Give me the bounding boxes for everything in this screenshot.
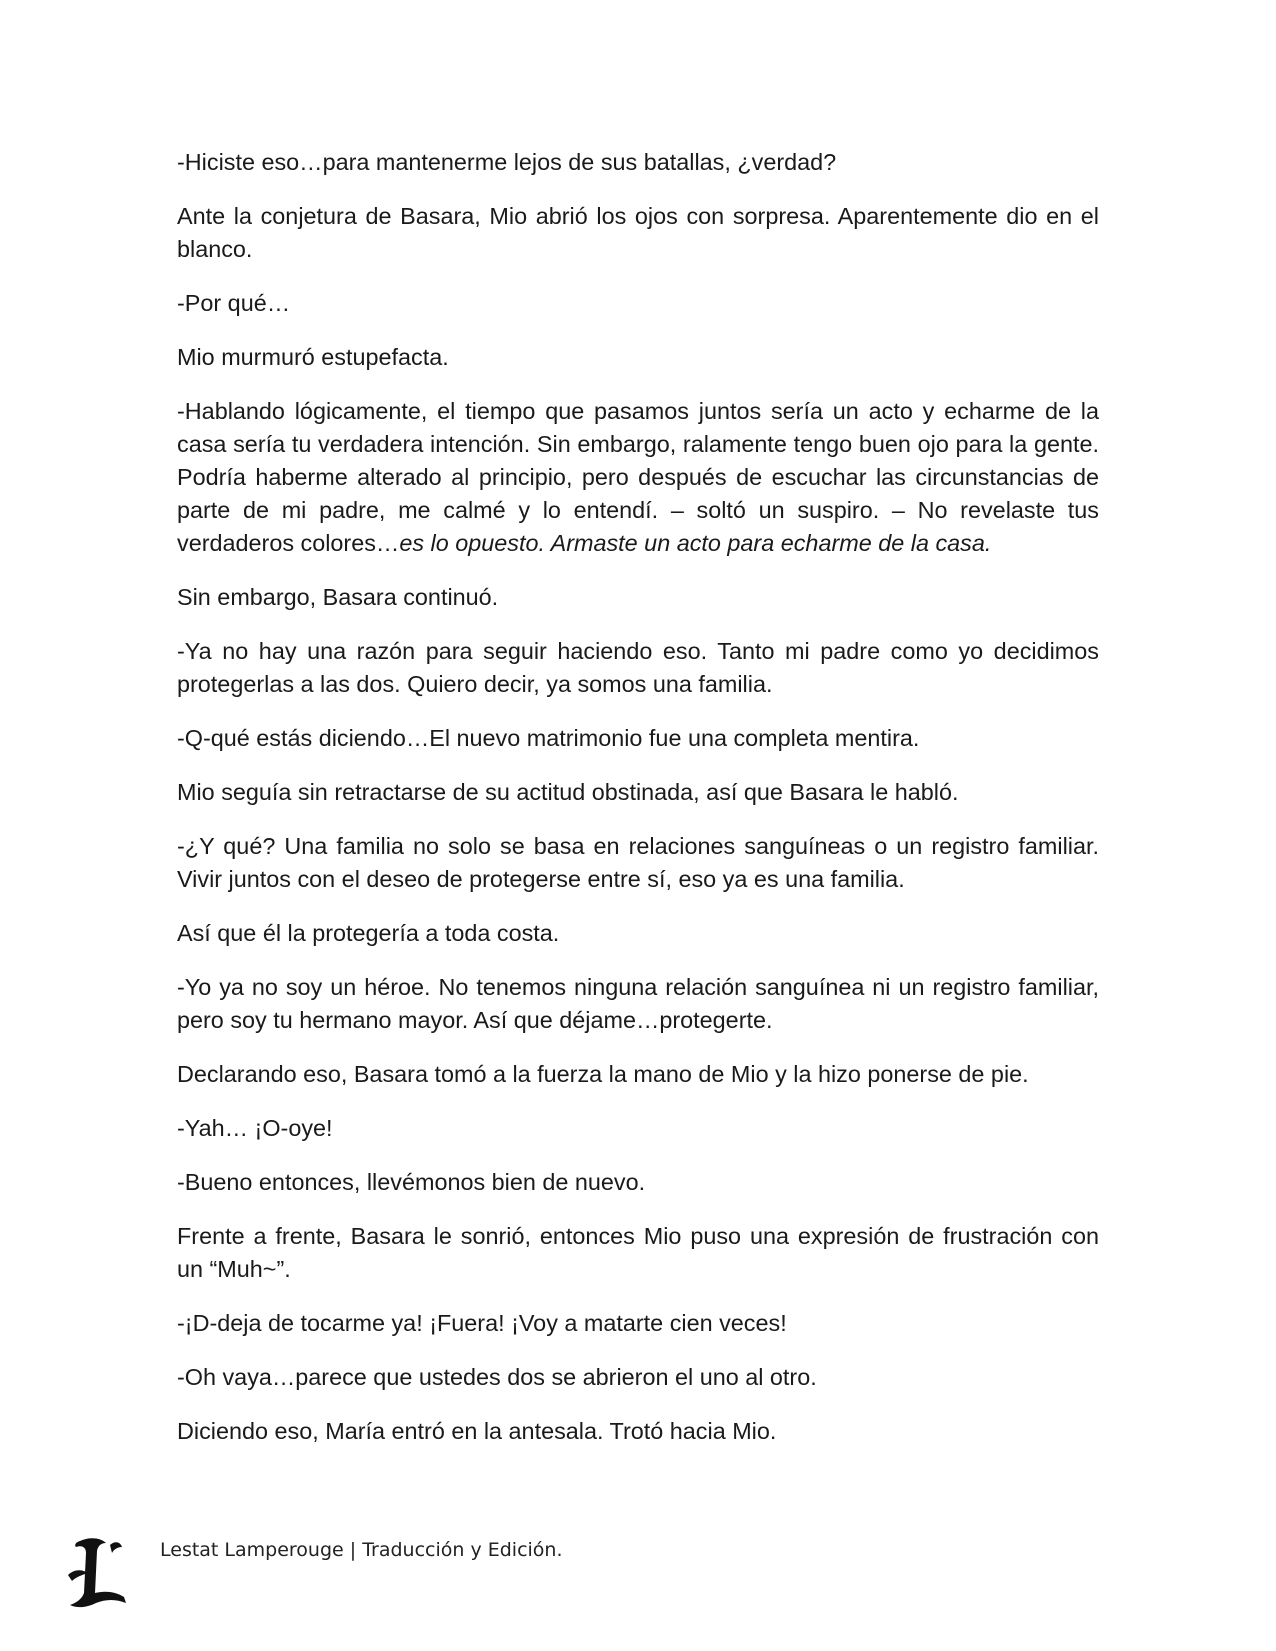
paragraph-8: -Q-qué estás diciendo…El nuevo matrimonio fue una completa mentira. bbox=[177, 725, 920, 751]
paragraph-11: Así que él la protegería a toda costa. bbox=[177, 920, 560, 946]
footer-credit: Lestat Lamperouge | Traducción y Edición. bbox=[160, 1539, 563, 1561]
paragraph-12: -Yo ya no soy un héroe. No tenemos ninguna relación sanguínea ni un registro familiar, pero soy tu hermano mayor. Así que déjame…protegerte. bbox=[177, 974, 1099, 1033]
paragraph-19: Diciendo eso, María entró en la antesala. Trotó hacia Mio. bbox=[177, 1418, 777, 1444]
paragraph-1: -Hiciste eso…para mantenerme lejos de sus batallas, ¿verdad? bbox=[177, 149, 837, 175]
page-body bbox=[177, 146, 1099, 1469]
paragraph-18: -Oh vaya…parece que ustedes dos se abrieron el uno al otro. bbox=[177, 1364, 817, 1390]
paragraph-7: -Ya no hay una razón para seguir haciendo eso. Tanto mi padre como yo decidimos protegerlas a las dos. Quiero decir, ya somos una familia. bbox=[177, 638, 1099, 697]
gothic-letter-l-logo-icon bbox=[66, 1535, 130, 1611]
paragraph-16: Frente a frente, Basara le sonrió, entonces Mio puso una expresión de frustración con un “Muh~”. bbox=[177, 1223, 1099, 1282]
paragraph-3: -Por qué… bbox=[177, 290, 291, 316]
paragraph-5-text: -Hablando lógicamente, el tiempo que pasamos juntos sería un acto y echarme de la casa sería tu verdadera intención. Sin embargo, ralamente tengo buen ojo para la gente. Podría haberme alterado al principio, pero después de escuchar las circunstancias de parte de mi padre, me calmé y lo entendí. – soltó un suspiro. – No revelaste tus verdaderos colores… bbox=[177, 398, 1099, 556]
paragraph-5-italic: es lo opuesto. Armaste un acto para echarme de la casa. bbox=[399, 530, 992, 556]
paragraph-5 bbox=[177, 395, 1099, 560]
paragraph-9: Mio seguía sin retractarse de su actitud obstinada, así que Basara le habló. bbox=[177, 779, 959, 805]
paragraph-13: Declarando eso, Basara tomó a la fuerza la mano de Mio y la hizo ponerse de pie. bbox=[177, 1061, 1029, 1087]
paragraph-10: -¿Y qué? Una familia no solo se basa en relaciones sanguíneas o un registro familiar. Vivir juntos con el deseo de protegerse entre sí, eso ya es una familia. bbox=[177, 833, 1099, 892]
paragraph-15: -Bueno entonces, llevémonos bien de nuevo. bbox=[177, 1169, 646, 1195]
paragraph-2: Ante la conjetura de Basara, Mio abrió los ojos con sorpresa. Aparentemente dio en el blanco. bbox=[177, 203, 1099, 262]
paragraph-6: Sin embargo, Basara continuó. bbox=[177, 584, 499, 610]
paragraph-17: -¡D-deja de tocarme ya! ¡Fuera! ¡Voy a matarte cien veces! bbox=[177, 1310, 787, 1336]
paragraph-4: Mio murmuró estupefacta. bbox=[177, 344, 449, 370]
paragraph-14: -Yah… ¡O-oye! bbox=[177, 1115, 333, 1141]
page-footer bbox=[60, 1535, 760, 1615]
